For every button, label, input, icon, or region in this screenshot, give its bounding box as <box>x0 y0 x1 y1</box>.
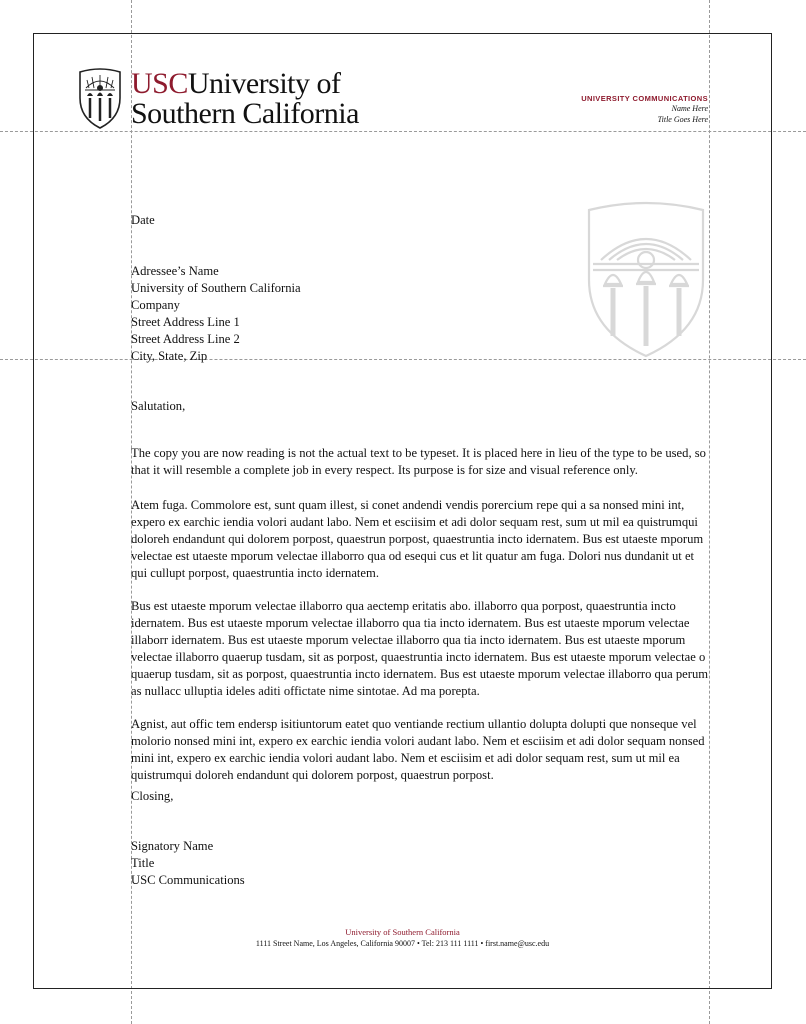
department-name: UNIVERSITY COMMUNICATIONS <box>581 94 708 103</box>
sender-block <box>581 94 708 125</box>
letter-date: Date <box>131 213 155 227</box>
address-line: Company <box>131 298 180 312</box>
footer-address: 1111 Street Name, Los Angeles, California 90007 • Tel: 213 111 1111 • first.name@usc.edu <box>255 939 550 948</box>
body-paragraph: Atem fuga. Commolore est, sunt quam illest, si conet andendi vendis porercium repe qui a sa nonsed mini int, expero ex earchic iendia volori audant labo. Nem et esciisim et adi dolor sequam rest, sum ut mil ea quistrumqui doloreh endandunt qui dolorem porpost, quaestrun porpost, quaestruntia incto idernatem. Bus est utaeste mporum velectae est utaeste mporum velectae illaborro qua od esequi cus et lit quatur am fuga. Dolori nus dundanit ut et qui cullupt porpost, quaestruntia incto idernatem. <box>131 497 704 580</box>
sender-name: Name Here <box>671 104 708 113</box>
usc-seal-icon <box>77 68 123 130</box>
signature-block <box>131 838 709 889</box>
letter-footer <box>33 927 772 950</box>
address-line: Street Address Line 2 <box>131 332 240 346</box>
sender-title: Title Goes Here <box>657 115 708 124</box>
closing: Closing, <box>131 789 174 803</box>
address-line: Adressee’s Name <box>131 264 219 278</box>
address-line: Street Address Line 1 <box>131 315 240 329</box>
signatory-name: Signatory Name <box>131 839 214 853</box>
logo-line2: Southern California <box>131 97 359 130</box>
address-line: University of Southern California <box>131 281 301 295</box>
logo-usc-abbrev: USC <box>131 67 188 100</box>
body-paragraph: Agnist, aut offic tem endersp isitiuntorum eatet quo ventiande rectium ullantio dolupta dolupti que nonseque vel molorio nonsed mini int, expero ex earchic iendia volori audant labo. Nem et esciisim et adi dolor sequam nonsed mini int, expero ex earchic iendia volori audant labo. Nem et esciisim et adi dolor sequam rest, sum ut mil ea quistrumqui doloreh endandunt qui dolorem porpost, quaestrun porpost. <box>131 716 705 782</box>
university-logo-wordmark <box>131 69 359 129</box>
footer-university: University of Southern California <box>345 927 460 937</box>
recipient-address <box>131 263 709 365</box>
body-paragraph: The copy you are now reading is not the actual text to be typeset. It is placed here in lieu of the type to be used, so that it will resemble a complete job in every respect. Its purpose is for size and visual reference only. <box>131 445 706 477</box>
salutation: Salutation, <box>131 399 186 413</box>
body-paragraph: Bus est utaeste mporum velectae illaborro qua aectemp eritatis abo. illaborro qua porpost, quaestruntia incto idernatem. Bus est utaeste mporum velectae illaborro qua tia incto idernatem. Bus est utaeste mporum velectae illaborr idernatem. Bus est utaeste mporum velectae illaborro qua tia incto idernatem. Bus est utaeste mporum velectae illaborro quaerup tusdam, sit as porpost, quaestruntia incto idernatem. Bus est utaeste mporum velectae o quaerup tusdam, sit as porpost, quaestruntia incto idernatem. Bus est utaeste mporum velectae illaborro qua perum as nullacc ulluptia ideles aditi offictate nime sintotae. Ad ma porepta. <box>131 598 709 698</box>
signatory-org: USC Communications <box>131 873 245 887</box>
address-line: City, State, Zip <box>131 349 208 363</box>
signatory-title: Title <box>131 856 155 870</box>
logo-line1-rest: University of <box>187 67 341 100</box>
